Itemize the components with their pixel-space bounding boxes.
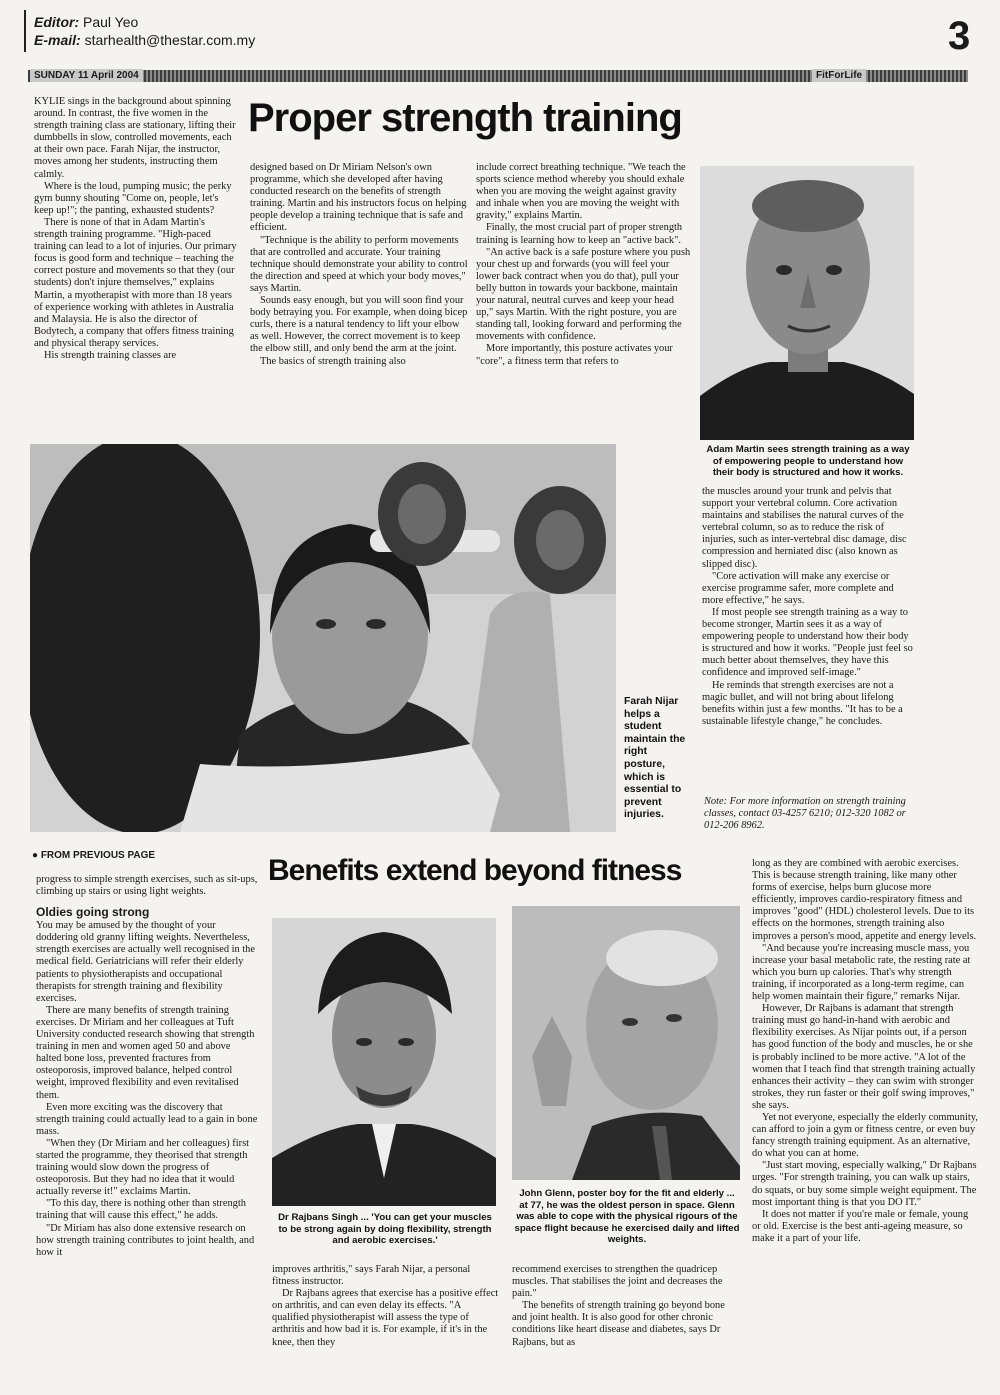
paragraph: Dr Rajbans agrees that exercise has a positive effect on arthritis, and can even delay its effects. "A qualified physiotherapist will assess the type of arthritis and how bad it is. For example, if it's in the knee, then they	[272, 1288, 499, 1348]
photo-farah-nijar	[30, 444, 616, 832]
paragraph: You may be amused by the thought of your doddering old granny lifting weights. Nevertheless, strength exercises are actually well recognised in the medical field. Geriatricians will refer their elderly patients to physiotherapists and occupational therapists for strength training and flexibility exercises.	[36, 920, 255, 1004]
from-previous-page	[32, 850, 155, 861]
photo-john-glenn	[512, 906, 740, 1180]
editor-name: Paul Yeo	[83, 14, 139, 30]
email-label: E-mail:	[34, 32, 81, 48]
paragraph: Yet not everyone, especially the elderly community, can afford to join a gym or fitness centre, or even buy fancy strength training equipment. As an alternative, do what you can at home.	[752, 1111, 978, 1160]
paragraph: Where is the loud, pumping music; the perky gym bunny shouting "Come on, people, let's keep up!"; the panting, exhausted students?	[34, 180, 232, 216]
paragraph: "Just start moving, especially walking," Dr Rajbans urges. "For strength training, you can walk up stairs, do squats, or buy some simple weight equipment. The most important thing is that you DO IT."	[752, 1160, 977, 1208]
caption-john-glenn: John Glenn, poster boy for the fit and elderly ... at 77, he was the oldest person in space. Glenn was able to cope with the physical rigours of the space flight because he exercised daily and lifted weights.	[514, 1188, 740, 1246]
paragraph: include correct breathing technique. "We teach the sports science method whereby you should exhale when you are moving the weight against gravity and inhale when you are moving the weight with gravity," explains Martin.	[476, 162, 686, 222]
paragraph: the muscles around your trunk and pelvis that support your vertebral column. Core activation maintains and stabilises the natural curves of the vertebral column, so as to reduce the risk of injuries, such as inter-vertebral disc damage, disc compression and herniated disc (also known as slipped disc).	[702, 486, 907, 570]
training-scene-illustration	[30, 444, 616, 832]
paragraph: "Dr Miriam has also done extensive research on how strength training contributes to joint health, and how it	[36, 1222, 255, 1258]
paragraph: Even more exciting was the discovery that strength training could actually lead to a gain in bone mass.	[36, 1101, 258, 1137]
top-article-column-1	[34, 96, 238, 432]
note-text: Note: For more information on strength training classes, contact 03-4257 6210; 012-320 1082 or 012-206 8962.	[704, 796, 906, 832]
caption-farah-nijar: Farah Nijar helps a student maintain the right posture, which is essential to prevent injuries.	[624, 696, 686, 821]
caption-adam-martin: Adam Martin sees strength training as a way of empowering people to understand how their body is structured and how it works.	[706, 444, 910, 479]
paragraph: The benefits of strength training go beyond bone and joint health. It is also good for other chronic conditions like heart disease and diabetes, says Dr Rajbans, but as	[512, 1300, 725, 1348]
paragraph: He reminds that strength exercises are not a magic bullet, and will not bring about lifelong benefits within just a few months. "It has to be a sustainable lifestyle change," he concludes.	[702, 679, 903, 727]
top-article-column-4	[702, 486, 916, 786]
paragraph: "To this day, there is nothing other than strength training that will cause this effect," he adds.	[36, 1198, 246, 1222]
paragraph: There is none of that in Adam Martin's strength training programme. "High-paced training can lead to a lot of injuries. Our primary focus is good form and technique – teaching the correct posture and movements so that they (our students) don't injure themselves," explains Martin, a myotherapist with more than 18 years of experience working with athletes in Australia and Malaysia. He is also the director of Bodytech, a company that offers fitness training and physical therapy services.	[34, 216, 237, 349]
paragraph: KYLIE sings in the background about spinning around. In contrast, the five women in the strength training class are stationary, lifting their dumbbells in slow, controlled movements, each at their own pace. Farah Nijar, the instructor, moves among her students, instructing them calmly.	[34, 96, 236, 180]
bottom-article-column-4	[752, 858, 978, 1358]
section-label: FitForLife	[812, 69, 866, 82]
portrait-illustration	[272, 918, 496, 1206]
email-line	[34, 32, 255, 48]
paragraph: "Technique is the ability to perform movements that are controlled and accurate. Your training technique should demonstrate your ability to control the direction and speed at which your body moves," says Martin.	[250, 234, 468, 294]
paragraph: It does not matter if you're male or female, young or old. Exercise is the best anti-ageing measure, so make it a part of your life.	[752, 1208, 969, 1244]
email-address[interactable]: starhealth@thestar.com.my	[84, 32, 256, 48]
paragraph: "When they (Dr Miriam and her colleagues) first started the programme, they theorised that strength training would slow down the progress of osteoporosis. But they had no idea that it would actually reverse it!" exclaims Martin.	[36, 1137, 250, 1198]
paragraph: "An active back is a safe posture where you push your chest up and forwards (you will feel your lower back contract when you do that), pull your belly button in towards your backbone, maintain your natural, neutral curves and keep your head up," says Martin. With the right posture, you are standing tall, looking forward and performing the movements with confidence.	[476, 246, 691, 343]
top-article-column-3	[476, 162, 692, 432]
paragraph: "And because you're increasing muscle mass, you increase your basal metabolic rate, the resting rate at which you burn up calories. That's why strength training, if incorporated as a long-term regime, can help women maintain their figure," remarks Nijar.	[752, 942, 971, 1003]
photo-adam-martin	[700, 166, 914, 440]
headline-benefits-extend-beyond-fitness: Benefits extend beyond fitness	[268, 854, 682, 887]
bottom-article-column-2	[272, 1264, 500, 1364]
bottom-article-column-3	[512, 1264, 742, 1364]
portrait-illustration	[512, 906, 740, 1180]
page-number: 3	[948, 14, 971, 58]
subhead-oldies-going-strong: Oldies going strong	[36, 905, 150, 920]
paragraph: Sounds easy enough, but you will soon find your body betraying you. For example, when doing bicep curls, there is a natural tendency to lift your elbow as well. However, the correct movement is to keep the elbow still, and only bend the arm at the joint.	[250, 295, 468, 355]
from-previous-label: FROM PREVIOUS PAGE	[40, 850, 156, 861]
paragraph: However, Dr Rajbans is adamant that strength training must go hand-in-hand with aerobic and flexibility exercises. As Nijar points out, if a person has good function of the body and muscles, he or she is probably inclined to be more active. "A lot of the women that I teach find that strength training actually enhances their activity – they can swim with stronger strokes, they run faster or their golf swing improves," she says.	[752, 1003, 976, 1111]
editor-label: Editor:	[34, 14, 80, 30]
paragraph: "Core activation will make any exercise or exercise programme safer, more complete and more effective," he says.	[702, 570, 894, 606]
paragraph: progress to simple strength exercises, such as sit-ups, climbing up stairs or using light weights.	[36, 874, 258, 898]
paragraph: If most people see strength training as a way to become stronger, Martin sees it as a way of empowering people to understand how their body is structured and how it works. "People just feel so much better about themselves, they have this confidence and improved self-image."	[702, 606, 913, 679]
paragraph: long as they are combined with aerobic exercises. This is because strength training, like many other forms of exercise, helps burn glucose more efficiently, improves cardio-respiratory fitness and improves "good" (HDL) cholesterol levels. Due to its effects on the hormones, strength training also improves a person's mood, appetite and energy levels.	[752, 858, 977, 942]
photo-dr-rajbans-singh	[272, 918, 496, 1206]
paragraph: recommend exercises to strengthen the quadricep muscles. That stabilises the joint and decreases the pain."	[512, 1264, 723, 1300]
headline-proper-strength-training: Proper strength training	[248, 96, 682, 140]
paragraph: The basics of strength training also	[260, 355, 406, 367]
paragraph: Finally, the most crucial part of proper strength training is learning how to keep an "active back".	[476, 222, 683, 246]
top-article-column-2	[250, 162, 468, 432]
editor-line	[34, 14, 138, 30]
paragraph: designed based on Dr Miriam Nelson's own programme, which she developed after having conducted research on the benefits of strength training. Martin and his instructors focus on helping people develop a training technique that is safe and efficient.	[250, 162, 467, 234]
paragraph: There are many benefits of strength training exercises. Dr Miriam and her colleagues at Tuft University conducted research showing that strength training in men and women aged 50 and above halted bone loss, prevented fractures from osteoporosis, improved balance, helped control weight, improved flexibility and even revitalised them.	[36, 1004, 255, 1101]
bottom-article-column-1	[36, 874, 258, 1354]
date-label: SUNDAY 11 April 2004	[30, 69, 143, 82]
portrait-illustration	[700, 166, 914, 440]
bullet-icon: ●	[32, 850, 39, 861]
paragraph: More importantly, this posture activates your "core", a fitness term that refers to	[476, 343, 673, 367]
masthead-rule-left	[24, 10, 26, 52]
paragraph: His strength training classes are	[44, 349, 177, 361]
contact-note	[704, 796, 916, 836]
paragraph: improves arthritis," says Farah Nijar, a personal fitness instructor.	[272, 1264, 471, 1288]
caption-dr-rajbans-singh: Dr Rajbans Singh ... 'You can get your muscles to be strong again by doing flexibility, strength and aerobic exercises.'	[278, 1212, 492, 1247]
